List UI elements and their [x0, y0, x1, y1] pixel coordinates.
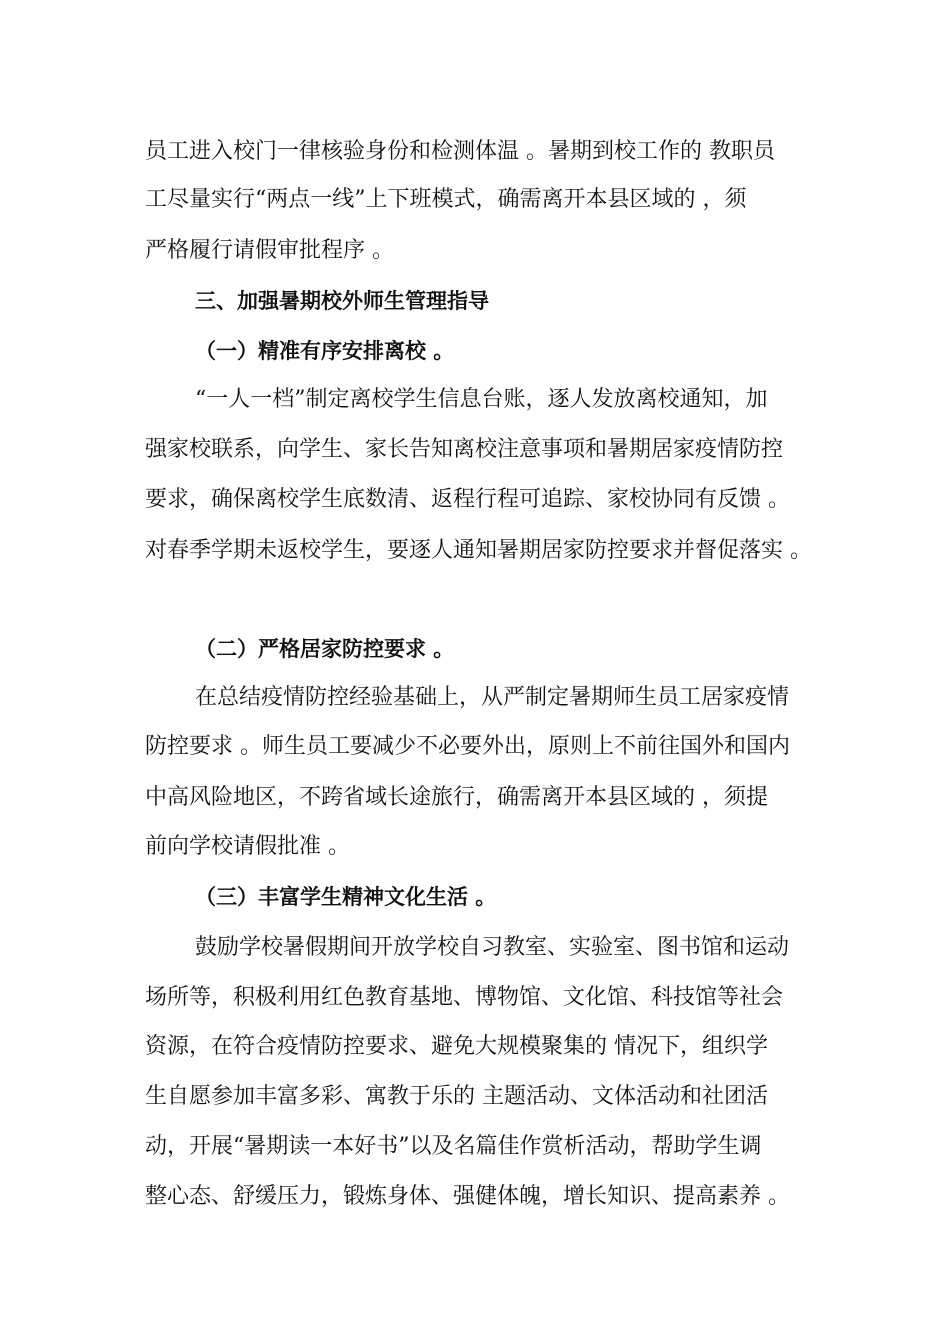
paragraph-line: 资源，在符合疫情防控要求、避免大规模聚集的 情况下，组织学 — [145, 1034, 768, 1059]
subsection-heading-2: （二）严格居家防控要求 。 — [195, 637, 455, 661]
paragraph-line: 要求，确保离校学生底数清、返程行程可追踪、家校协同有反馈 。 — [145, 487, 790, 512]
paragraph-line: “一人一档”制定离校学生信息台账，逐人发放离校通知，加 — [195, 387, 768, 412]
subsection-heading-1: （一）精准有序安排离校 。 — [195, 339, 455, 363]
paragraph-line: 强家校联系，向学生、家长告知离校注意事项和暑期居家疫情防控 — [145, 437, 784, 462]
paragraph-line: 生自愿参加丰富多彩、寓教于乐的 主题活动、文体活动和社团活 — [145, 1084, 768, 1109]
paragraph-line: 工尽量实行“两点一线”上下班模式，确需离开本县区域的 ，须 — [145, 187, 747, 212]
paragraph-line: 鼓励学校暑假期间开放学校自习教室、实验室、图书馆和运动 — [195, 935, 790, 960]
paragraph-line: 严格履行请假审批程序 。 — [145, 238, 394, 263]
section-heading: 三、加强暑期校外师生管理指导 — [195, 289, 489, 313]
paragraph-line: 动，开展“暑期读一本好书”以及名篇佳作赏析活动，帮助学生调 — [145, 1134, 762, 1159]
paragraph-line: 中高风险地区，不跨省域长途旅行，确需离开本县区域的 ，须提 — [145, 785, 768, 810]
paragraph-line: 场所等，积极利用红色教育基地、博物馆、文化馆、科技馆等社会 — [145, 985, 784, 1010]
paragraph-line: 防控要求 。师生员工要减少不必要外出，原则上不前往国外和国内 — [145, 734, 790, 759]
paragraph-line: 对春季学期未返校学生，要逐人通知暑期居家防控要求并督促落实 。 — [145, 538, 812, 563]
paragraph-line: 员工进入校门一律核验身份和检测体温 。暑期到校工作的 教职员 — [145, 139, 775, 164]
subsection-heading-3: （三）丰富学生精神文化生活 。 — [195, 885, 497, 909]
paragraph-line: 整心态、舒缓压力，锻炼身体、强健体魄，增长知识、提高素养 。 — [145, 1184, 790, 1209]
paragraph-line: 前向学校请假批准 。 — [145, 834, 350, 859]
paragraph-line: 在总结疫情防控经验基础上，从严制定暑期师生员工居家疫情 — [195, 685, 790, 710]
